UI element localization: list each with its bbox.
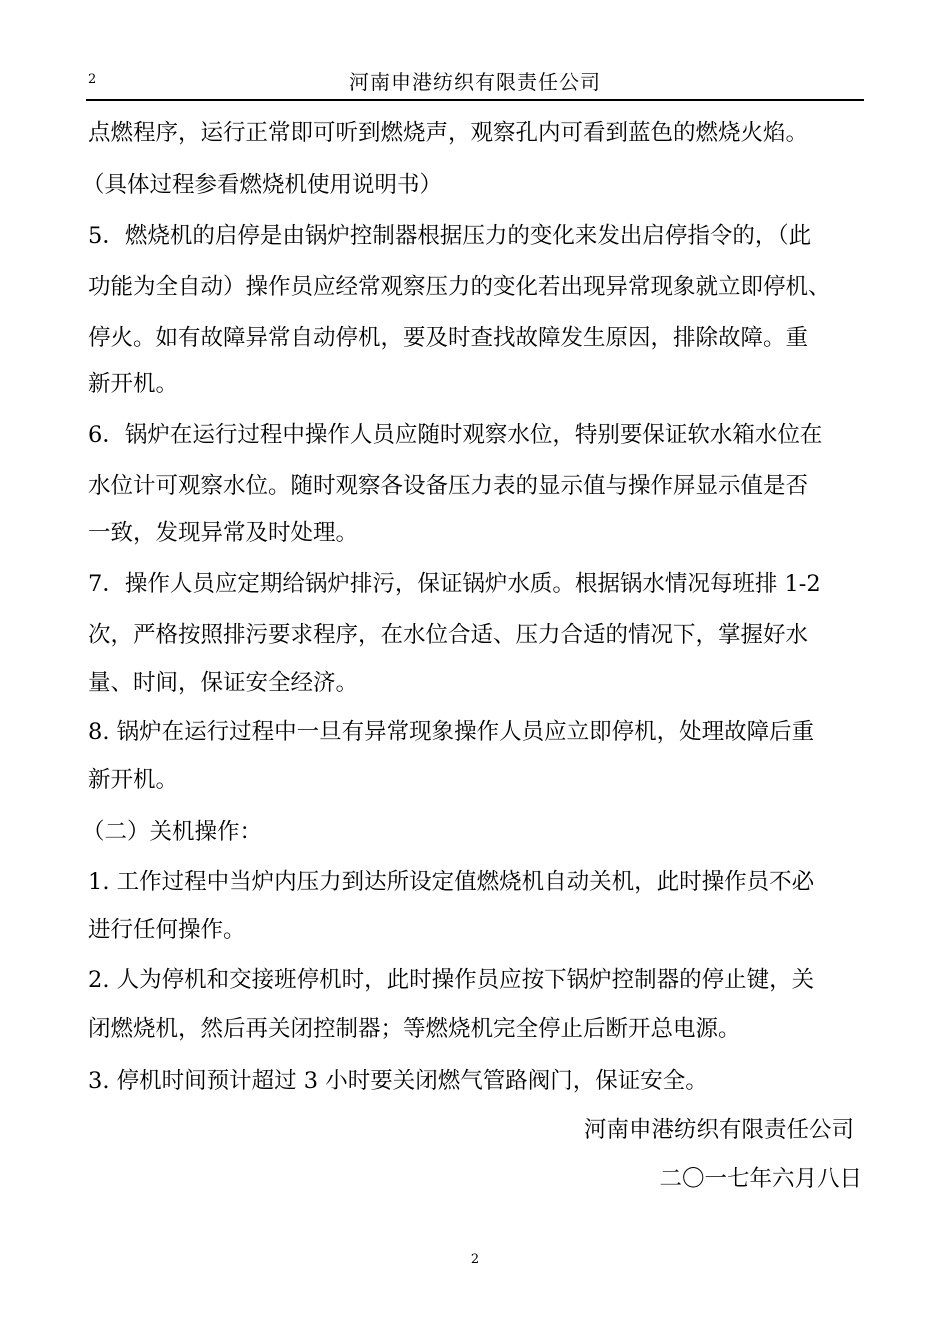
header-company-title: 河南申港纺织有限责任公司 bbox=[349, 70, 601, 94]
body-line: 7．操作人员应定期给锅炉排污，保证锅炉水质。根据锅水情况每班排 1-2 bbox=[88, 571, 821, 597]
body-line: 点燃程序，运行正常即可听到燃烧声，观察孔内可看到蓝色的燃烧火焰。 bbox=[88, 120, 809, 146]
body-line: 1. 工作过程中当炉内压力到达所设定值燃烧机自动关机，此时操作员不必 bbox=[88, 869, 815, 895]
body-line: 2. 人为停机和交接班停机时，此时操作员应按下锅炉控制器的停止键，关 bbox=[88, 967, 815, 993]
body-line: 新开机。 bbox=[88, 371, 179, 397]
body-line: 3. 停机时间预计超过 3 小时要关闭燃气管路阀门，保证安全。 bbox=[88, 1068, 708, 1094]
body-line: 量、时间，保证安全经济。 bbox=[88, 670, 359, 696]
body-line: 停火。如有故障异常自动停机，要及时查找故障发生原因，排除故障。重 bbox=[88, 325, 809, 351]
body-line: （二）关机操作： bbox=[82, 819, 263, 845]
body-line: 功能为全自动）操作员应经常观察压力的变化若出现异常现象就立即停机、 bbox=[88, 274, 831, 300]
body-line: 6．锅炉在运行过程中操作人员应随时观察水位，特别要保证软水箱水位在 bbox=[88, 422, 823, 448]
body-line: 新开机。 bbox=[88, 767, 179, 793]
body-line: 水位计可观察水位。随时观察各设备压力表的显示值与操作屏显示值是否 bbox=[88, 473, 809, 499]
header-page-number: 2 bbox=[88, 72, 97, 87]
body-line: 闭燃烧机，然后再关闭控制器；等燃烧机完全停止后断开总电源。 bbox=[88, 1016, 741, 1042]
body-line: （具体过程参看燃烧机使用说明书） bbox=[82, 172, 443, 198]
body-line: 5．燃烧机的启停是由锅炉控制器根据压力的变化来发出启停指令的，（此 bbox=[88, 223, 812, 249]
header-divider bbox=[86, 99, 864, 101]
footer-page-number: 2 bbox=[470, 1252, 480, 1267]
signature-company: 河南申港纺织有限责任公司 bbox=[583, 1117, 854, 1143]
body-line: 8. 锅炉在运行过程中一旦有异常现象操作人员应立即停机，处理故障后重 bbox=[88, 719, 815, 745]
signature-date: 二〇一七年六月八日 bbox=[659, 1166, 862, 1192]
body-line: 一致，发现异常及时处理。 bbox=[88, 520, 359, 546]
body-line: 次，严格按照排污要求程序，在水位合适、压力合适的情况下，掌握好水 bbox=[88, 622, 809, 648]
body-line: 进行任何操作。 bbox=[88, 917, 246, 943]
